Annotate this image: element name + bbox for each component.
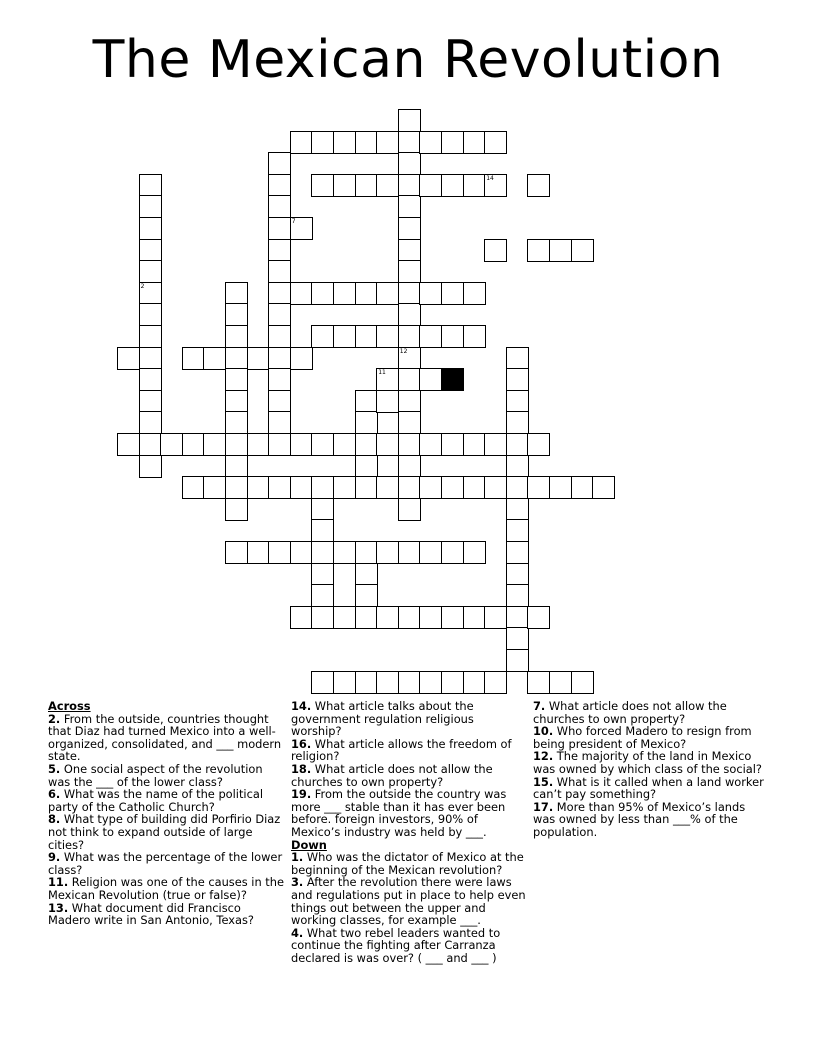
clue-number-label: 5. <box>48 761 61 776</box>
grid-cell[interactable] <box>506 649 529 672</box>
grid-cell[interactable] <box>527 671 550 694</box>
clue-text: From the outside, countries thought that Diaz had turned Mexico into a well-organized, consolidated, and ___ modern state. <box>48 711 282 764</box>
grid-cell[interactable] <box>484 606 507 629</box>
grid-cell[interactable] <box>376 433 399 456</box>
grid-cell[interactable] <box>355 433 378 456</box>
grid-cell[interactable] <box>441 541 464 564</box>
clue-text: Who forced Madero to resign from being president of Mexico? <box>533 724 752 751</box>
grid-cell[interactable] <box>398 606 421 629</box>
grid-cell[interactable] <box>398 152 421 175</box>
clue-number-label: 9. <box>48 850 61 865</box>
clue-text: From the outside the country was more ___ stable than it has ever been before. foreign investors, 90% of Mexico’s industry was held by ___. <box>291 787 507 839</box>
grid-cell[interactable] <box>549 671 572 694</box>
grid-cell[interactable] <box>182 476 205 499</box>
grid-cell[interactable] <box>311 282 334 305</box>
grid-cell[interactable] <box>441 131 464 154</box>
clue-number: 11 <box>378 369 386 377</box>
clue-text: What type of building did Porfirio Diaz not think to expand outside of large cities? <box>48 812 281 852</box>
clue-text: One social aspect of the revolution was the ___ of the lower class? <box>48 761 263 789</box>
grid-cell[interactable] <box>441 282 464 305</box>
grid-cell[interactable] <box>506 606 529 629</box>
clue-text: What article does not allow the churches to own property? <box>533 699 727 726</box>
clue-text: After the revolution there were laws and regulations put in place to help even things out between the upper and working classes, for example ___. <box>291 875 526 928</box>
grid-cell[interactable] <box>333 541 356 564</box>
clue-text: What was the name of the political party of the Catholic Church? <box>48 787 264 814</box>
grid-cell[interactable] <box>139 174 162 197</box>
grid-cell[interactable] <box>398 325 421 348</box>
clue-text: What document did Francisco Madero write in San Antonio, Texas? <box>48 900 254 928</box>
grid-cell[interactable] <box>506 584 529 607</box>
grid-cell[interactable] <box>268 541 291 564</box>
grid-cell[interactable] <box>225 411 248 434</box>
grid-cell[interactable] <box>419 671 442 694</box>
grid-cell[interactable] <box>355 584 378 607</box>
grid-cell[interactable] <box>506 498 529 521</box>
clue-text: What two rebel leaders wanted to continue the fighting after Carranza declared is was over? ( ___ and ___ ) <box>291 925 501 965</box>
clue-item <box>291 851 527 876</box>
grid-cell[interactable] <box>506 563 529 586</box>
clue-number-label: 2. <box>48 711 61 726</box>
grid-cell[interactable] <box>355 390 378 413</box>
grid-cell[interactable] <box>506 368 529 391</box>
black-square <box>441 368 464 391</box>
grid-cell[interactable] <box>333 131 356 154</box>
grid-cell[interactable] <box>355 563 378 586</box>
grid-cell[interactable] <box>506 519 529 542</box>
clue-item <box>48 876 286 901</box>
grid-cell[interactable] <box>311 541 334 564</box>
clue-item <box>533 725 771 750</box>
grid-cell[interactable] <box>160 433 183 456</box>
clue-text: What is it called when a land worker can’t pay something? <box>533 774 764 802</box>
grid-cell[interactable] <box>398 217 421 240</box>
grid-cell[interactable] <box>290 282 313 305</box>
grid-cell[interactable] <box>571 239 594 262</box>
grid-cell[interactable] <box>290 131 313 154</box>
clue-number-label: 8. <box>48 812 61 827</box>
grid-cell[interactable] <box>139 433 162 456</box>
grid-cell[interactable] <box>484 239 507 262</box>
clue-item <box>48 813 286 851</box>
grid-cell[interactable] <box>268 174 291 197</box>
down-heading: Down <box>291 837 327 852</box>
grid-cell[interactable] <box>441 174 464 197</box>
clue-item <box>48 851 286 876</box>
clue-text: Religion was one of the causes in the Mexican Revolution (true or false)? <box>48 875 284 902</box>
grid-cell[interactable] <box>376 476 399 499</box>
grid-cell[interactable] <box>355 671 378 694</box>
clue-number-label: 12. <box>533 749 554 764</box>
grid-cell[interactable] <box>398 455 421 478</box>
grid-cell[interactable] <box>139 282 162 305</box>
grid-cell[interactable] <box>290 606 313 629</box>
grid-cell[interactable] <box>549 239 572 262</box>
grid-cell[interactable] <box>484 433 507 456</box>
grid-cell[interactable] <box>333 606 356 629</box>
grid-cell[interactable] <box>290 347 313 370</box>
grid-cell[interactable] <box>419 131 442 154</box>
clue-number-label: 13. <box>48 900 69 915</box>
grid-cell[interactable] <box>247 476 270 499</box>
grid-cell[interactable] <box>139 347 162 370</box>
grid-cell[interactable] <box>463 282 486 305</box>
grid-cell[interactable] <box>355 325 378 348</box>
grid-cell[interactable] <box>463 671 486 694</box>
grid-cell[interactable] <box>268 325 291 348</box>
clue-text: What was the percentage of the lower class? <box>48 850 283 877</box>
grid-cell[interactable] <box>268 390 291 413</box>
grid-cell[interactable] <box>441 671 464 694</box>
grid-cell[interactable] <box>527 239 550 262</box>
grid-cell[interactable] <box>225 325 248 348</box>
grid-cell[interactable] <box>247 347 270 370</box>
grid-cell[interactable] <box>311 476 334 499</box>
grid-cell[interactable] <box>290 541 313 564</box>
grid-cell[interactable] <box>398 671 421 694</box>
clue-item <box>291 700 527 738</box>
across-clues-column-1 <box>48 700 286 927</box>
grid-cell[interactable] <box>398 433 421 456</box>
grid-cell[interactable] <box>139 411 162 434</box>
grid-cell[interactable] <box>398 411 421 434</box>
grid-cell[interactable] <box>484 174 507 197</box>
clues-column-2 <box>291 700 527 964</box>
grid-cell[interactable] <box>203 433 226 456</box>
grid-cell[interactable] <box>419 433 442 456</box>
grid-cell[interactable] <box>311 584 334 607</box>
grid-cell[interactable] <box>376 390 399 413</box>
grid-cell[interactable] <box>225 541 248 564</box>
grid-cell[interactable] <box>376 174 399 197</box>
clue-item <box>48 763 286 788</box>
grid-cell[interactable] <box>463 433 486 456</box>
grid-cell[interactable] <box>376 541 399 564</box>
grid-cell[interactable] <box>571 671 594 694</box>
clue-item <box>291 927 527 965</box>
grid-cell[interactable] <box>355 411 378 434</box>
grid-cell[interactable] <box>311 131 334 154</box>
grid-cell[interactable] <box>139 325 162 348</box>
clue-text: More than 95% of Mexico’s lands was owned by less than ___% of the population. <box>533 799 746 839</box>
grid-cell[interactable] <box>225 455 248 478</box>
grid-cell[interactable] <box>139 455 162 478</box>
grid-cell[interactable] <box>484 671 507 694</box>
down-clues-column-3 <box>533 700 771 839</box>
clue-text: Who was the dictator of Mexico at the beginning of the Mexican revolution? <box>291 850 524 877</box>
clue-item <box>48 902 286 927</box>
grid-cell[interactable] <box>290 476 313 499</box>
grid-cell[interactable] <box>376 671 399 694</box>
grid-cell[interactable] <box>203 476 226 499</box>
grid-cell[interactable] <box>398 174 421 197</box>
grid-cell[interactable] <box>225 368 248 391</box>
grid-cell[interactable] <box>139 195 162 218</box>
clue-text: What article talks about the government regulation religious worship? <box>291 699 474 739</box>
grid-cell[interactable] <box>311 671 334 694</box>
grid-cell[interactable] <box>376 325 399 348</box>
grid-cell[interactable] <box>268 303 291 326</box>
grid-cell[interactable] <box>376 368 399 391</box>
grid-cell[interactable] <box>311 606 334 629</box>
clue-text: What article allows the freedom of religion? <box>291 736 512 764</box>
grid-cell[interactable] <box>333 325 356 348</box>
grid-cell[interactable] <box>398 109 421 132</box>
clue-item <box>533 700 771 725</box>
grid-cell[interactable] <box>376 131 399 154</box>
grid-cell[interactable] <box>139 390 162 413</box>
grid-cell[interactable] <box>419 325 442 348</box>
grid-cell[interactable] <box>376 606 399 629</box>
grid-cell[interactable] <box>355 541 378 564</box>
grid-cell[interactable] <box>311 498 334 521</box>
grid-cell[interactable] <box>419 541 442 564</box>
grid-cell[interactable] <box>527 606 550 629</box>
grid-cell[interactable] <box>139 368 162 391</box>
grid-cell[interactable] <box>117 347 140 370</box>
grid-cell[interactable] <box>268 411 291 434</box>
clue-item <box>533 750 771 775</box>
clue-item <box>291 738 527 763</box>
grid-cell[interactable] <box>290 433 313 456</box>
grid-cell[interactable] <box>225 303 248 326</box>
grid-cell[interactable] <box>139 260 162 283</box>
clue-item <box>533 776 771 801</box>
grid-cell[interactable] <box>139 239 162 262</box>
clue-item <box>533 801 771 839</box>
grid-cell[interactable] <box>268 476 291 499</box>
grid-cell[interactable] <box>182 433 205 456</box>
grid-cell[interactable] <box>311 174 334 197</box>
grid-cell[interactable] <box>506 411 529 434</box>
grid-cell[interactable] <box>463 476 486 499</box>
grid-cell[interactable] <box>268 217 291 240</box>
puzzle-title: The Mexican Revolution <box>92 30 724 90</box>
grid-cell[interactable] <box>398 239 421 262</box>
grid-cell[interactable] <box>398 282 421 305</box>
grid-cell[interactable] <box>419 476 442 499</box>
grid-cell[interactable] <box>333 671 356 694</box>
grid-cell[interactable] <box>441 606 464 629</box>
grid-cell[interactable] <box>268 347 291 370</box>
grid-cell[interactable] <box>333 433 356 456</box>
grid-cell[interactable] <box>268 152 291 175</box>
clue-number: 7 <box>291 218 296 225</box>
grid-cell[interactable] <box>398 476 421 499</box>
grid-cell[interactable] <box>398 195 421 218</box>
grid-cell[interactable] <box>527 174 550 197</box>
grid-cell[interactable] <box>549 476 572 499</box>
grid-cell[interactable] <box>333 174 356 197</box>
grid-cell[interactable] <box>117 433 140 456</box>
grid-cell[interactable] <box>268 282 291 305</box>
grid-cell[interactable] <box>484 131 507 154</box>
clue-text: What article does not allow the churches to own property? <box>291 761 493 789</box>
grid-cell[interactable] <box>355 282 378 305</box>
grid-cell[interactable] <box>225 498 248 521</box>
grid-cell[interactable] <box>419 368 442 391</box>
grid-cell[interactable] <box>268 195 291 218</box>
grid-cell[interactable] <box>355 606 378 629</box>
clue-item <box>291 763 527 788</box>
grid-cell[interactable] <box>506 627 529 650</box>
grid-cell[interactable] <box>441 433 464 456</box>
clue-item <box>291 788 527 838</box>
grid-cell[interactable] <box>247 433 270 456</box>
grid-cell[interactable] <box>441 476 464 499</box>
grid-cell[interactable] <box>311 563 334 586</box>
clue-number-label: 11. <box>48 875 69 890</box>
clue-number-label: 7. <box>533 699 546 713</box>
clue-number-label: 10. <box>533 724 554 739</box>
grid-cell[interactable] <box>225 282 248 305</box>
clue-number: 12 <box>399 347 408 355</box>
clue-item <box>48 788 286 813</box>
clue-number-label: 3. <box>291 875 304 890</box>
grid-cell[interactable] <box>333 476 356 499</box>
clue-number-label: 16. <box>291 736 312 751</box>
grid-cell[interactable] <box>463 174 486 197</box>
grid-cell[interactable] <box>527 433 550 456</box>
across-heading: Across <box>48 699 91 713</box>
grid-cell[interactable] <box>398 303 421 326</box>
grid-cell[interactable] <box>290 217 313 240</box>
grid-cell[interactable] <box>419 174 442 197</box>
clue-number-label: 6. <box>48 787 61 802</box>
grid-cell[interactable] <box>463 325 486 348</box>
grid-cell[interactable] <box>398 390 421 413</box>
grid-cell[interactable] <box>419 606 442 629</box>
grid-cell[interactable] <box>419 282 442 305</box>
grid-cell[interactable] <box>398 347 421 370</box>
clue-number-label: 15. <box>533 774 554 789</box>
grid-cell[interactable] <box>506 390 529 413</box>
grid-cell[interactable] <box>463 606 486 629</box>
grid-cell[interactable] <box>225 390 248 413</box>
grid-cell[interactable] <box>355 455 378 478</box>
clue-number-label: 19. <box>291 787 312 802</box>
grid-cell[interactable] <box>506 541 529 564</box>
grid-cell[interactable] <box>268 433 291 456</box>
grid-cell[interactable] <box>268 260 291 283</box>
grid-cell[interactable] <box>139 217 162 240</box>
grid-cell[interactable] <box>571 476 594 499</box>
grid-cell[interactable] <box>355 174 378 197</box>
grid-cell[interactable] <box>225 476 248 499</box>
grid-cell[interactable] <box>506 433 529 456</box>
grid-cell[interactable] <box>333 282 356 305</box>
clue-number-label: 1. <box>291 850 304 865</box>
grid-cell[interactable] <box>268 239 291 262</box>
grid-cell[interactable] <box>355 131 378 154</box>
grid-cell[interactable] <box>506 347 529 370</box>
grid-cell[interactable] <box>311 433 334 456</box>
clue-number: 2 <box>140 282 145 290</box>
grid-cell[interactable] <box>355 476 378 499</box>
grid-cell[interactable] <box>506 476 529 499</box>
grid-cell[interactable] <box>139 303 162 326</box>
grid-cell[interactable] <box>398 541 421 564</box>
grid-cell[interactable] <box>398 131 421 154</box>
grid-cell[interactable] <box>182 347 205 370</box>
grid-cell[interactable] <box>225 433 248 456</box>
grid-cell[interactable] <box>311 325 334 348</box>
grid-cell[interactable] <box>398 260 421 283</box>
clue-item <box>48 713 286 763</box>
grid-cell[interactable] <box>463 131 486 154</box>
clue-number-label: 4. <box>291 925 304 940</box>
grid-cell[interactable] <box>268 368 291 391</box>
grid-cell[interactable] <box>527 476 550 499</box>
grid-cell[interactable] <box>441 325 464 348</box>
grid-cell[interactable] <box>311 519 334 542</box>
grid-cell[interactable] <box>247 541 270 564</box>
grid-cell[interactable] <box>225 347 248 370</box>
clue-number-label: 14. <box>291 699 312 713</box>
grid-cell[interactable] <box>463 541 486 564</box>
grid-cell[interactable] <box>203 347 226 370</box>
clue-item <box>291 876 527 926</box>
grid-cell[interactable] <box>376 282 399 305</box>
clue-text: The majority of the land in Mexico was owned by which class of the social? <box>533 749 762 776</box>
clue-number-label: 17. <box>533 799 554 814</box>
grid-cell[interactable] <box>484 476 507 499</box>
grid-cell[interactable] <box>506 455 529 478</box>
grid-cell[interactable] <box>398 368 421 391</box>
grid-cell[interactable] <box>398 498 421 521</box>
clue-number: 14 <box>486 174 494 182</box>
grid-cell[interactable] <box>592 476 615 499</box>
clue-number-label: 18. <box>291 761 312 776</box>
